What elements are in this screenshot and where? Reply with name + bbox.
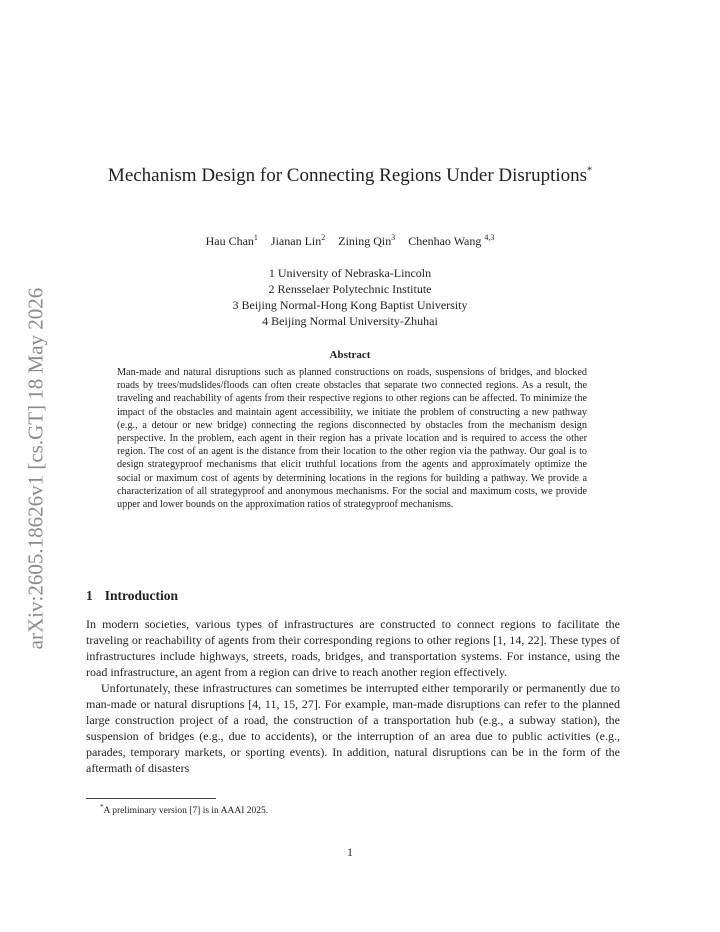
affiliation: 2 Rensselaer Polytechnic Institute [268, 282, 432, 296]
author-affiliation-mark: 2 [321, 233, 326, 242]
abstract-body: Man-made and natural disruptions such as planned constructions on roads, suspensions of bridges, and blocked roads by trees/mudslides/floods can often create obstacles that separate two connected regions. As a result, the traveling and reachability of agents from their respective regions to other regions can be affected. To minimize the impact of the obstacles and maintain agent accessibility, we initiate the problem of constructing a new pathway (e.g., a detour or new bridge) connecting the regions disconnected by obstacles from the mechanism design perspective. In the problem, each agent in their region has a private location and is required to access the other region. The cost of an agent is the distance from their location to the other region via the pathway. Our goal is to design strategyproof mechanisms that elicit truthful locations from the agents and approximately optimize the social or maximum cost of agents by determining locations in the regions for building a pathway. We provide a characterization of all strategyproof and anonymous mechanisms. For the social and maximum costs, we provide upper and lower bounds on the approximation ratios of strategyproof mechanisms. [117, 367, 587, 511]
footnote [100, 803, 268, 816]
author-name: Zining Qin [338, 234, 392, 248]
paper-title-text: Mechanism Design for Connecting Regions Under Disruptions [107, 165, 588, 186]
footnote-divider [86, 798, 216, 799]
footnote-text: A preliminary version [7] is in AAAI 2025. [103, 806, 269, 817]
section-heading [86, 588, 178, 604]
section-body [86, 616, 620, 776]
author-name: Jianan Lin [270, 234, 322, 248]
page-number: 1 [347, 845, 353, 859]
footnote-mark: * [100, 803, 104, 811]
title-footnote-mark: * [587, 165, 593, 177]
section-number: 1 [86, 588, 93, 603]
abstract-heading: Abstract [329, 349, 371, 361]
author-affiliation-mark: 4,3 [484, 233, 495, 242]
author-name: Hau Chan [205, 234, 254, 248]
author-list [120, 233, 580, 249]
affiliation: 4 Beijing Normal University-Zhuhai [262, 314, 438, 328]
author-affiliation-mark: 3 [391, 233, 396, 242]
body-paragraph: Unfortunately, these infrastructures can sometimes be interrupted either temporarily or permanently due to man-made or natural disruptions [4, 11, 15, 27]. For example, man-made disruptions can refer to the planned large construction project of a road, the construction of a transportation hub (e.g., a subway station), the suspension of bridges (e.g., due to accidents), or the interruption of an area due to public activities (e.g., parades, temporary markets, or sporting events). In addition, natural disruptions can be in the form of the aftermath of disasters [86, 681, 620, 775]
author-affiliation-mark: 1 [253, 233, 258, 242]
affiliation: 3 Beijing Normal-Hong Kong Baptist University [232, 298, 468, 312]
arxiv-identifier-text: arXiv:2605.18626v1 [cs.GT] 18 May 2026 [23, 287, 48, 649]
section-title: Introduction [104, 588, 179, 603]
affiliation-list [150, 265, 550, 329]
author-name: Chenhao Wang [408, 234, 485, 248]
author [338, 234, 395, 248]
author [408, 234, 494, 248]
affiliation: 1 University of Nebraska-Lincoln [268, 266, 432, 280]
author [271, 234, 325, 248]
arxiv-identifier-stamp [18, 258, 54, 678]
paper-title [70, 165, 630, 187]
author [206, 234, 258, 248]
body-paragraph: In modern societies, various types of infrastructures are constructed to connect regions to facilitate the traveling or reachability of agents from their corresponding regions to other regions [1, 14, 22]. These types of infrastructures include highways, streets, roads, bridges, and transportation systems. For instance, using the road infrastructure, an agent from a region can drive to reach another region effectively. [86, 617, 620, 679]
